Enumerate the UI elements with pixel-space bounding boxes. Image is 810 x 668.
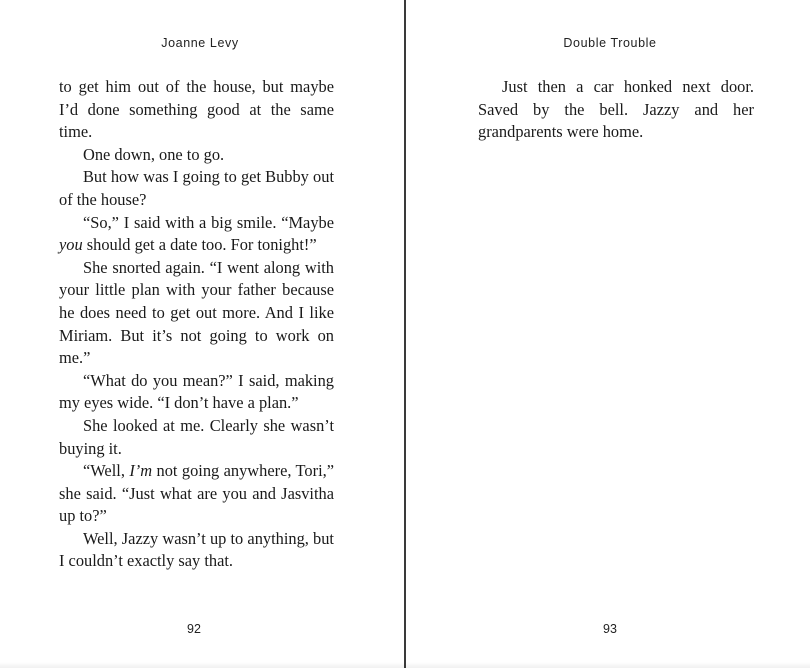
bottom-edge-shadow bbox=[0, 662, 810, 668]
paragraph: Well, Jazzy wasn’t up to anything, but I couldn’t exactly say that. bbox=[59, 528, 334, 571]
right-page[interactable] bbox=[406, 0, 810, 668]
page-number: 92 bbox=[187, 622, 201, 636]
right-page-text bbox=[478, 76, 754, 144]
paragraph: “What do you mean?” I said, making my eyes wide. “I don’t have a plan.” bbox=[59, 370, 334, 413]
paragraph: But how was I going to get Bubby out of the house? bbox=[59, 167, 334, 209]
paragraph-text: “Well, bbox=[83, 461, 130, 481]
paragraph: to get him out of the house, but maybe I’d done something good at the same time. bbox=[59, 77, 334, 142]
paragraph-text: “So,” I said with a big smile. “Maybe bbox=[83, 212, 334, 232]
paragraph: Just then a car honked next door. Saved by the bell. Jazzy and her grandparents were home. bbox=[478, 77, 754, 142]
author-running-head: Joanne Levy bbox=[161, 36, 239, 50]
paragraph-text: not going anywhere, Tori,” she said. “Just what are you and Jasvitha up to?” bbox=[59, 461, 335, 526]
title-running-head: Double Trouble bbox=[563, 36, 657, 50]
paragraph bbox=[59, 212, 334, 257]
page-number: 93 bbox=[603, 622, 617, 636]
paragraph: She looked at me. Clearly she wasn’t buying it. bbox=[59, 415, 334, 458]
left-page-text bbox=[59, 76, 334, 573]
italic-text: you bbox=[59, 235, 83, 255]
paragraph: One down, one to go. bbox=[83, 144, 225, 164]
paragraph: She snorted again. “I went along with your little plan with your father because he does need to get out more. And I like Miriam. But it’s not going to work on me.” bbox=[59, 257, 334, 368]
left-page[interactable] bbox=[0, 0, 404, 668]
italic-text: I’m bbox=[129, 461, 153, 481]
paragraph bbox=[59, 460, 334, 528]
paragraph-text: should get a date too. For tonight!” bbox=[82, 235, 317, 255]
